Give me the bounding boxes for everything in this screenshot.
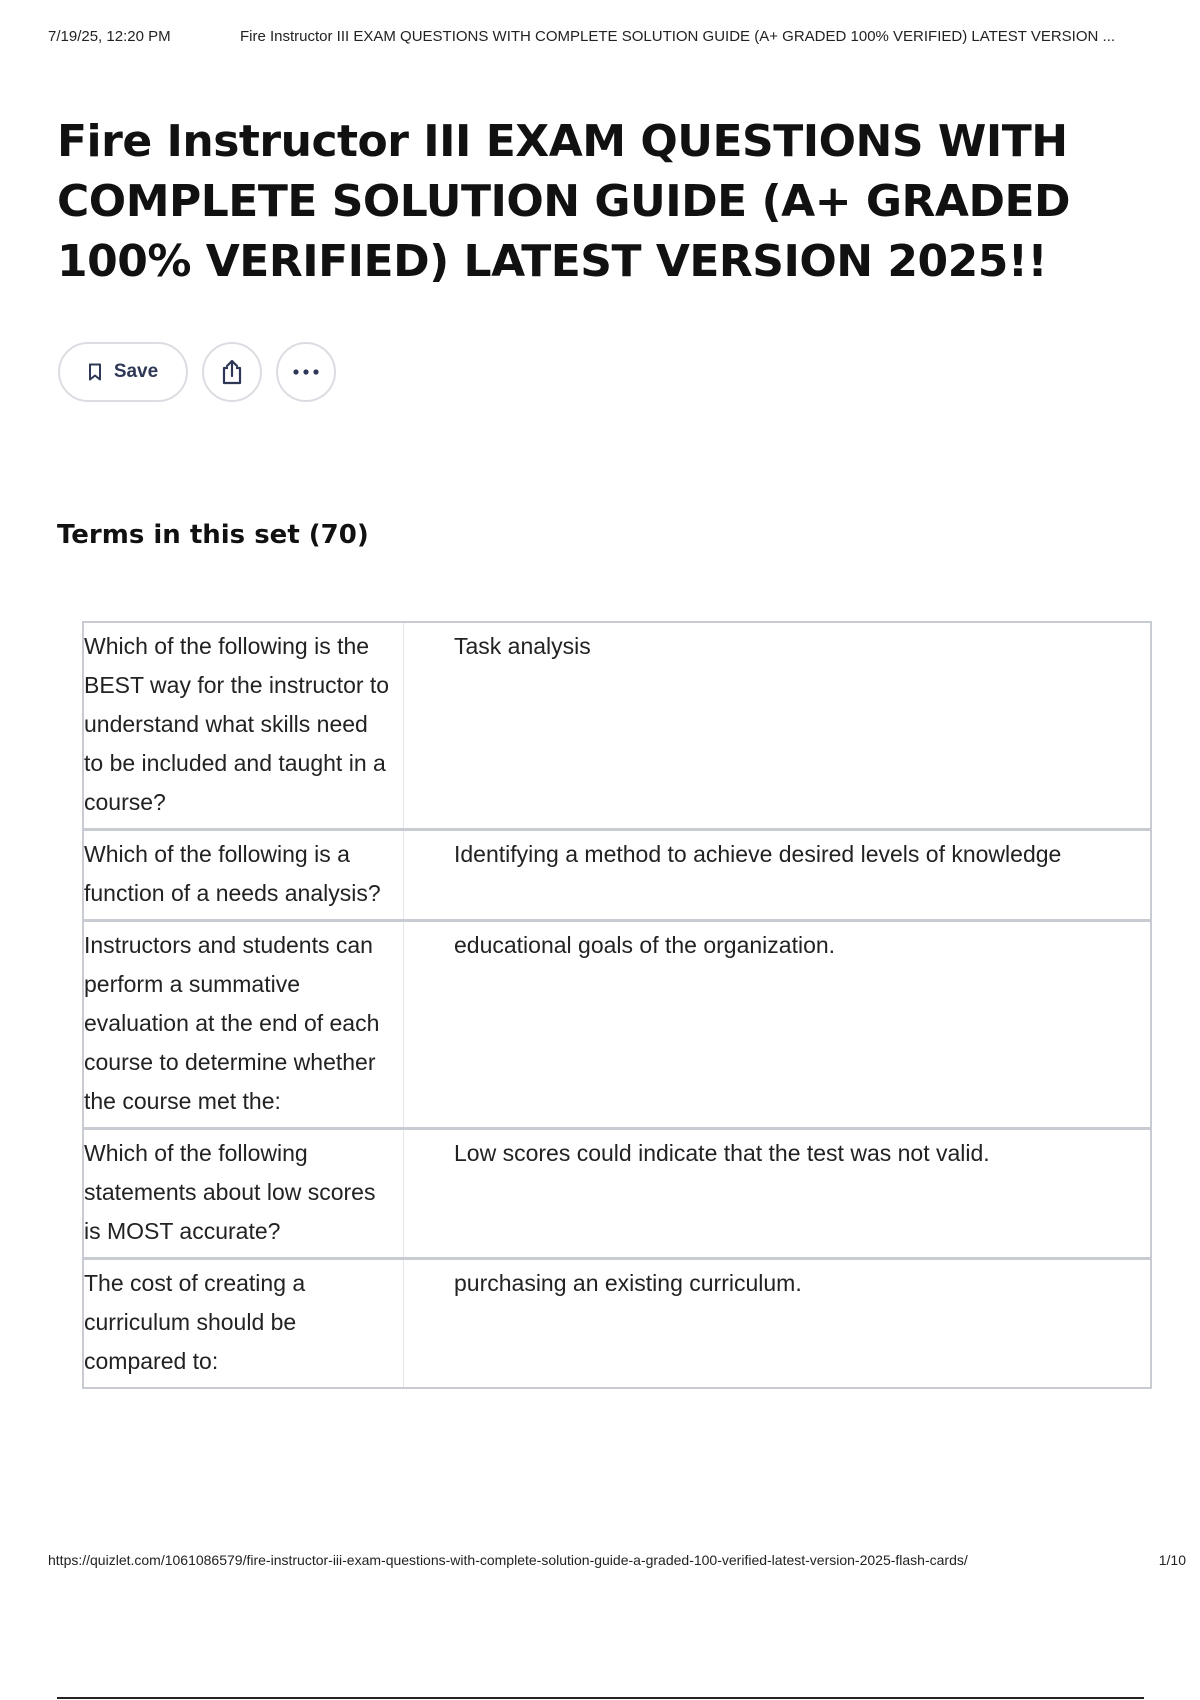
print-datetime: 7/19/25, 12:20 PM bbox=[48, 28, 171, 45]
term-question: Instructors and students can perform a summative evaluation at the end of each course to determine whether the course met the: bbox=[84, 922, 404, 1127]
divider bbox=[57, 1697, 1144, 1699]
terms-table bbox=[82, 621, 1152, 1389]
bookmark-icon bbox=[88, 363, 102, 381]
term-question: Which of the following is the BEST way for the instructor to understand what skills need to be included and taught in a course? bbox=[84, 623, 404, 828]
term-answer: Task analysis bbox=[454, 633, 591, 659]
term-row bbox=[84, 919, 1150, 1127]
term-row bbox=[84, 1127, 1150, 1257]
save-button[interactable] bbox=[58, 342, 188, 402]
more-horizontal-icon bbox=[292, 368, 320, 376]
term-row bbox=[84, 623, 1150, 828]
term-answer: Low scores could indicate that the test was not valid. bbox=[454, 1140, 990, 1166]
page-title: Fire Instructor III EXAM QUESTIONS WITH COMPLETE SOLUTION GUIDE (A+ GRADED 100% VERIFIED) LATEST VERSION 2025!! bbox=[57, 116, 1071, 287]
print-doc-title: Fire Instructor III EXAM QUESTIONS WITH COMPLETE SOLUTION GUIDE (A+ GRADED 100% VERIFIED) LATEST VERSION ... bbox=[240, 28, 1116, 45]
term-question: Which of the following statements about low scores is MOST accurate? bbox=[84, 1130, 404, 1257]
share-button[interactable] bbox=[202, 342, 262, 402]
term-row bbox=[84, 828, 1150, 919]
term-answer: Identifying a method to achieve desired levels of knowledge bbox=[454, 841, 1062, 867]
print-footer bbox=[48, 1552, 1186, 1568]
save-button-label: Save bbox=[113, 361, 159, 382]
term-answer: purchasing an existing curriculum. bbox=[454, 1270, 802, 1296]
term-row bbox=[84, 1257, 1150, 1387]
term-question: The cost of creating a curriculum should be compared to: bbox=[84, 1260, 404, 1387]
action-bar bbox=[58, 342, 336, 402]
share-icon bbox=[219, 358, 245, 386]
terms-heading: Terms in this set (70) bbox=[57, 520, 369, 550]
print-header bbox=[48, 28, 1180, 45]
term-question: Which of the following is a function of a needs analysis? bbox=[84, 831, 404, 919]
page-number: 1/10 bbox=[1158, 1552, 1186, 1568]
term-answer: educational goals of the organization. bbox=[454, 932, 836, 958]
more-options-button[interactable] bbox=[276, 342, 336, 402]
print-url: https://quizlet.com/1061086579/fire-instructor-iii-exam-questions-with-complete-solution-guide-a-graded-100-verified-latest-version-2025-flash-cards/ bbox=[48, 1552, 968, 1568]
